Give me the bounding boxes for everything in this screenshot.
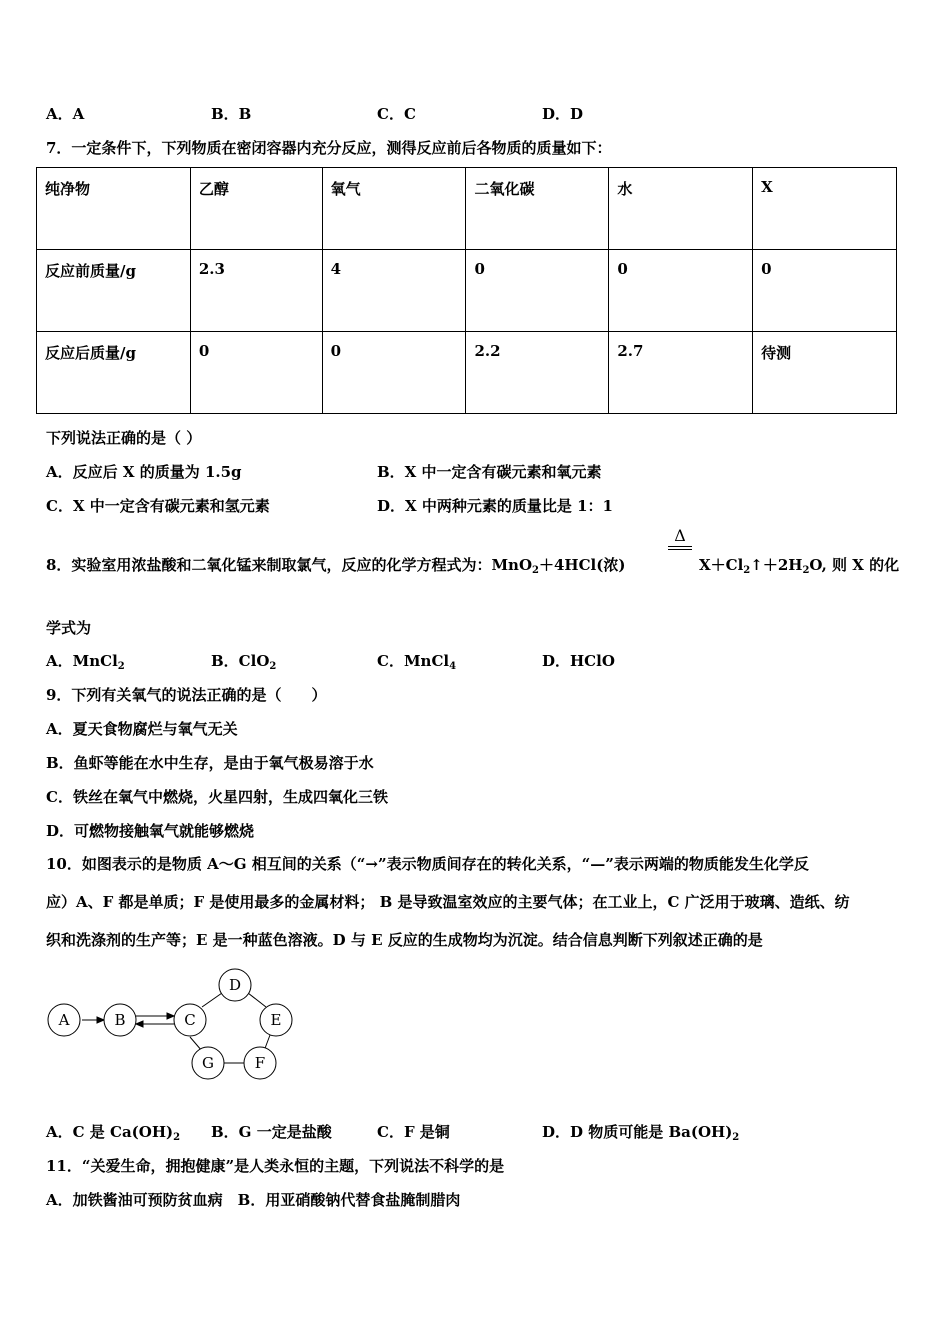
table-cell: 0 (466, 250, 609, 332)
q6-option-a: A．A (46, 105, 85, 123)
table-header-row (37, 168, 897, 250)
q8-eq-left: MnO$_2$＋4HCl(浓) (491, 556, 626, 576)
q10-option-b: B．G 一定是盐酸 (211, 1123, 332, 1141)
table-cell: 0 (190, 332, 322, 414)
q8-stem (46, 554, 625, 576)
table-cell: 乙醇 (190, 168, 322, 250)
link-d-e (248, 993, 266, 1007)
node-label: C (184, 1011, 196, 1029)
q6-option-d: D．D (542, 105, 584, 123)
table-cell: X (753, 168, 897, 250)
heat-symbol: Δ (674, 526, 686, 545)
q9-option-a: A．夏天食物腐烂与氧气无关 (46, 720, 238, 738)
q10-option-a: A．C 是 $Ca(OH)_2$ (46, 1123, 181, 1143)
q9-option-d: D．可燃物接触氧气就能够燃烧 (46, 822, 255, 840)
node-label: E (270, 1011, 282, 1029)
q7-option-d: D．X 中两种元素的质量比是 1：1 (377, 497, 613, 515)
q7-prompt: 下列说法正确的是（ ） (46, 429, 202, 447)
q10-option-c: C．F 是铜 (377, 1123, 450, 1141)
q8-option-c: C．MnCl$_4$ (377, 652, 457, 672)
relation-diagram (40, 965, 300, 1085)
q8-stem-end: 学式为 (46, 619, 92, 637)
node-label: A (58, 1011, 70, 1029)
table-cell: 2.3 (190, 250, 322, 332)
reaction-condition (668, 528, 692, 550)
table-cell: 纯净物 (37, 168, 191, 250)
table-row (37, 332, 897, 414)
link-c-d (202, 993, 222, 1007)
node-label: B (114, 1011, 126, 1029)
q11-stem: 11．“关爱生命，拥抱健康”是人类永恒的主题，下列说法不科学的是 (46, 1157, 505, 1175)
table-cell: 2.2 (466, 332, 609, 414)
table-cell: 二氧化碳 (466, 168, 609, 250)
q8-option-a: A．MnCl$_2$ (46, 652, 125, 672)
node-label: G (202, 1054, 214, 1072)
table-cell: 0 (753, 250, 897, 332)
q7-option-c: C．X 中一定含有碳元素和氢元素 (46, 497, 270, 515)
q9-option-c: C．铁丝在氧气中燃烧，火星四射，生成四氧化三铁 (46, 788, 388, 806)
table-cell: 反应后质量/g (37, 332, 191, 414)
table-cell: 0 (322, 332, 466, 414)
q8-eq-right: $X+Cl_2↑+2H_2O$, 则 X 的化 (699, 556, 900, 576)
table-cell: 0 (609, 250, 753, 332)
q6-option-c: C．C (377, 105, 416, 123)
q8-option-b: B．ClO$_2$ (211, 652, 277, 672)
table-cell: 水 (609, 168, 753, 250)
q7-stem: 7．一定条件下，下列物质在密闭容器内充分反应，测得反应前后各物质的质量如下： (46, 139, 612, 157)
q10-stem-line2: 应）A、F 都是单质；F 是使用最多的金属材料； B 是导致温室效应的主要气体；在工业上，C 广泛用于玻璃、造纸、纺 (46, 893, 850, 911)
q7-option-a: A．反应后 X 的质量为 1.5g (46, 463, 242, 481)
node-label: F (254, 1054, 266, 1072)
q9-option-b: B．鱼虾等能在水中生存，是由于氧气极易溶于水 (46, 754, 374, 772)
q10-stem-line1: 10．如图表示的是物质 A～G 相互间的关系（“→”表示物质间存在的转化关系，“—”表示两端的物质能发生化学反 (46, 855, 809, 873)
node-label: D (228, 976, 242, 994)
q10-option-d: D．D 物质可能是 $Ba(OH)_2$ (542, 1123, 740, 1143)
q10-stem-line3: 织和洗涤剂的生产等；E 是一种蓝色溶液。D 与 E 反应的生成物均为沉淀。结合信息判断下列叙述正确的是 (46, 931, 763, 949)
table-row (37, 250, 897, 332)
mass-table (36, 167, 897, 414)
q11-options: A．加铁酱油可预防贫血病 B．用亚硝酸钠代替食盐腌制腊肉 (46, 1191, 461, 1209)
q9-stem: 9．下列有关氧气的说法正确的是（ ） (46, 686, 327, 704)
table-cell: 氧气 (322, 168, 466, 250)
table-cell: 4 (322, 250, 466, 332)
table-cell: 2.7 (609, 332, 753, 414)
q8-option-d: D．HClO (542, 652, 615, 670)
q8-stem-start: 8．实验室用浓盐酸和二氧化锰来制取氯气，反应的化学方程式为： (46, 556, 492, 574)
q6-option-b: B．B (211, 105, 252, 123)
q7-option-b: B．X 中一定含有碳元素和氧元素 (377, 463, 602, 481)
table-cell: 待测 (753, 332, 897, 414)
table-cell: 反应前质量/g (37, 250, 191, 332)
